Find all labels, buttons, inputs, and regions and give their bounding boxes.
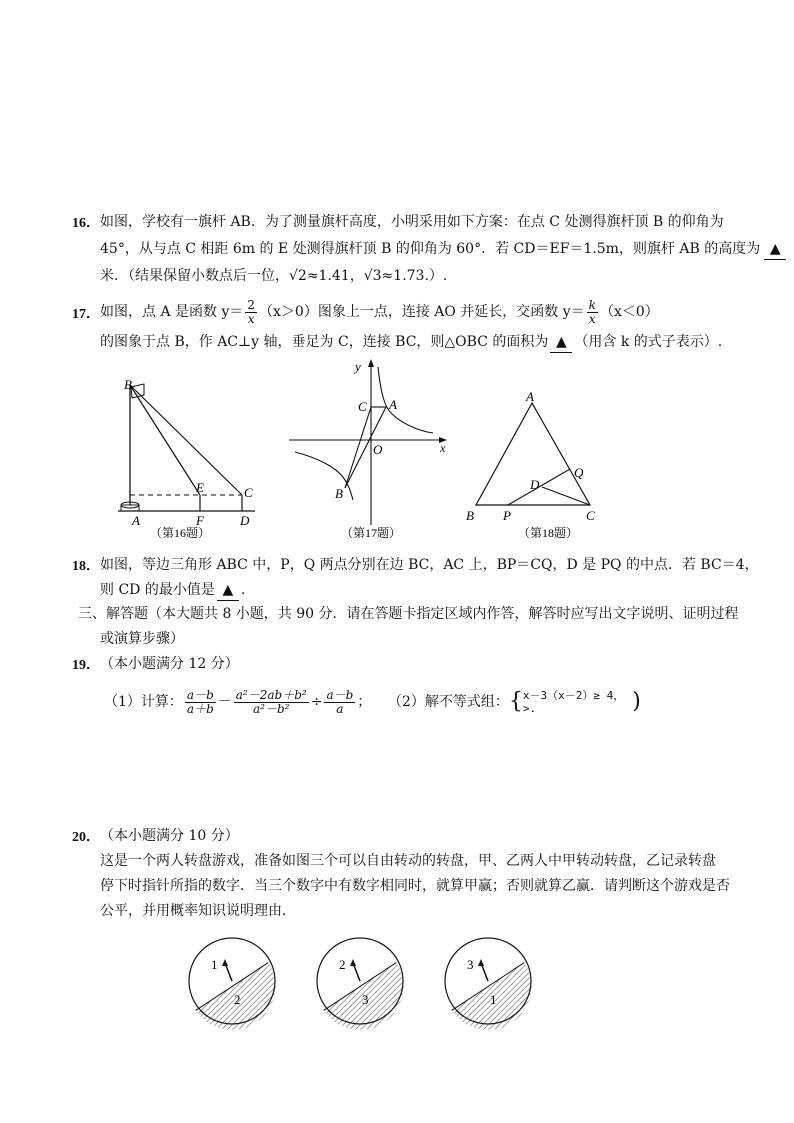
q19-part-1-label: （1）计算：: [104, 694, 183, 710]
q19-semicolon: ；: [357, 694, 372, 710]
q19-inequality-system: [523, 689, 624, 715]
q20-line-2: 停下时指针所指的数字．当三个数字中有数字相同时，就算甲赢；否则就算乙赢．请判断这个游戏是否: [100, 878, 730, 894]
q17-fraction-2: [587, 299, 598, 326]
q16-line-2-text: 45°，从与点 C 相距 6m 的 E 处测得旗杆顶 B 的仰角为 60°．若 CD＝EF＝1.5m，则旗杆 AB 的高度为: [100, 241, 761, 257]
q19-frac-c-num: a－b: [326, 687, 354, 702]
fig16-label-A: A: [132, 513, 140, 528]
q19-brace: {: [508, 689, 523, 714]
q17-f2-num: k: [588, 297, 596, 312]
q17-text-a: 如图，点 A 是函数 y＝: [100, 304, 244, 320]
fig16-label-D: D: [240, 513, 250, 528]
fig18-caption: （第18题）: [518, 526, 579, 540]
spinner-2[interactable]: [317, 938, 403, 1030]
fig16-caption: （第16题）: [150, 526, 211, 540]
figure-16: [110, 365, 270, 540]
q19-header: （本小题满分 12 分）: [100, 656, 239, 672]
q17-f1-den: x: [247, 311, 255, 326]
q20-line-3: 公平，并用概率知识说明理由．: [100, 903, 296, 919]
q18-answer-blank: ▲: [217, 580, 239, 601]
spinner-2-bottom-number: 3: [362, 992, 369, 1007]
q19-frac-b: [234, 689, 309, 716]
fig16-label-B: B: [124, 377, 132, 392]
q19-part-2-label: （2）解不等式组：: [388, 694, 509, 710]
q17-f1-num: 2: [247, 297, 256, 312]
q16-line-3: 米．（结果保留小数点后一位，√2≈1.41，√3≈1.73.）.: [100, 268, 448, 284]
q17-line-2-text: 的图象于点 B，作 AC⊥y 轴，垂足为 C，连接 BC，则△OBC 的面积为: [100, 334, 549, 350]
section-3-heading-line-2: 或演算步骤）: [100, 631, 184, 647]
fig17-label-y: y: [355, 359, 361, 374]
q19-inequality-1: x－3（x－2）≥ 4，: [522, 689, 625, 702]
q19-divide: ÷: [310, 694, 323, 710]
q18-line-2: [100, 580, 245, 601]
q17-line-2-tail: （用含 k 的式子表示）.: [574, 334, 723, 350]
q19-frac-c-den: a: [336, 701, 344, 716]
figure-17: [283, 355, 448, 540]
q18-number: 18．: [72, 559, 100, 574]
q17-text-c: （x＜0）: [599, 304, 659, 320]
figure-18: [460, 385, 620, 540]
q19-part-2: [388, 684, 641, 720]
fig16-label-F: F: [196, 513, 204, 528]
fig18-label-P: P: [503, 508, 511, 523]
q17-line-1: [100, 296, 659, 328]
fig18-label-B: B: [466, 508, 474, 523]
fig17-label-B: B: [335, 486, 343, 501]
q19-frac-a-num: a－b: [186, 687, 214, 702]
q20-line-1: 这是一个两人转盘游戏，准备如图三个可以自由转动的转盘，甲、乙两人中甲转动转盘，乙记录转盘: [100, 853, 716, 869]
q17-number: 17．: [72, 307, 100, 322]
q18-line-2-tail: .: [240, 582, 246, 598]
q19-part-1: [104, 684, 371, 720]
spinners: [180, 935, 540, 1030]
q16-line-1: 如图，学校有一旗杆 AB．为了测量旗杆高度，小明采用如下方案：在点 C 处测得旗杆顶 B 的仰角为: [100, 214, 724, 230]
q18-line-2-text: 则 CD 的最小值是: [100, 582, 215, 598]
q19-paren: ): [632, 689, 641, 714]
fig17-caption: （第17题）: [341, 526, 402, 540]
spinner-1-top-number: 1: [211, 957, 218, 972]
q19-inequality-2: >.: [522, 702, 537, 715]
fig17-label-C: C: [358, 399, 367, 414]
fig18-label-D: D: [530, 477, 540, 492]
fig17-label-A: A: [389, 397, 397, 412]
fig16-label-E: E: [196, 480, 204, 495]
q19-frac-b-num: a²－2ab＋b²: [235, 687, 307, 702]
q17-f2-den: x: [588, 311, 596, 326]
fig16-label-C: C: [244, 485, 253, 500]
spinner-3-bottom-number: 1: [490, 992, 497, 1007]
fig18-label-Q: Q: [574, 465, 584, 480]
q18-line-1: 如图，等边三角形 ABC 中，P，Q 两点分别在边 BC，AC 上，BP＝CQ，D 是 PQ 的中点．若 BC＝4，: [100, 557, 759, 573]
q17-fraction-1: [245, 299, 257, 326]
q17-line-2: [100, 332, 722, 353]
spinner-3[interactable]: [445, 938, 531, 1030]
q19-number: 19．: [72, 658, 100, 673]
spinner-2-top-number: 2: [339, 957, 346, 972]
q19-minus: －: [217, 694, 232, 710]
spinner-1[interactable]: [189, 938, 275, 1030]
q20-header: （本小题满分 10 分）: [100, 828, 239, 844]
spinner-3-top-number: 3: [467, 957, 474, 972]
q20-number: 20．: [72, 830, 100, 845]
q16-answer-blank: ▲: [764, 239, 786, 260]
q17-answer-blank: ▲: [550, 332, 572, 353]
fig18-label-A: A: [526, 389, 534, 404]
q19-frac-c: [324, 689, 355, 716]
spinner-1-bottom-number: 2: [234, 992, 241, 1007]
q17-text-b: （x＞0）图象上一点，连接 AO 并延长，交函数 y＝: [259, 304, 585, 320]
fig17-label-x: x: [440, 441, 446, 455]
fig17-label-O: O: [373, 442, 383, 457]
q16-line-2: [100, 239, 786, 260]
q16-number: 16．: [72, 216, 100, 231]
q19-frac-a-den: a＋b: [186, 701, 214, 716]
section-3-heading: 三、解答题（本大题共 8 小题，共 90 分．请在答题卡指定区域内作答，解答时应写出文字说明、证明过程: [78, 606, 739, 622]
fig18-label-C: C: [586, 508, 595, 523]
q19-frac-a: [185, 689, 216, 716]
q19-frac-b-den: a²－b²: [253, 701, 290, 716]
